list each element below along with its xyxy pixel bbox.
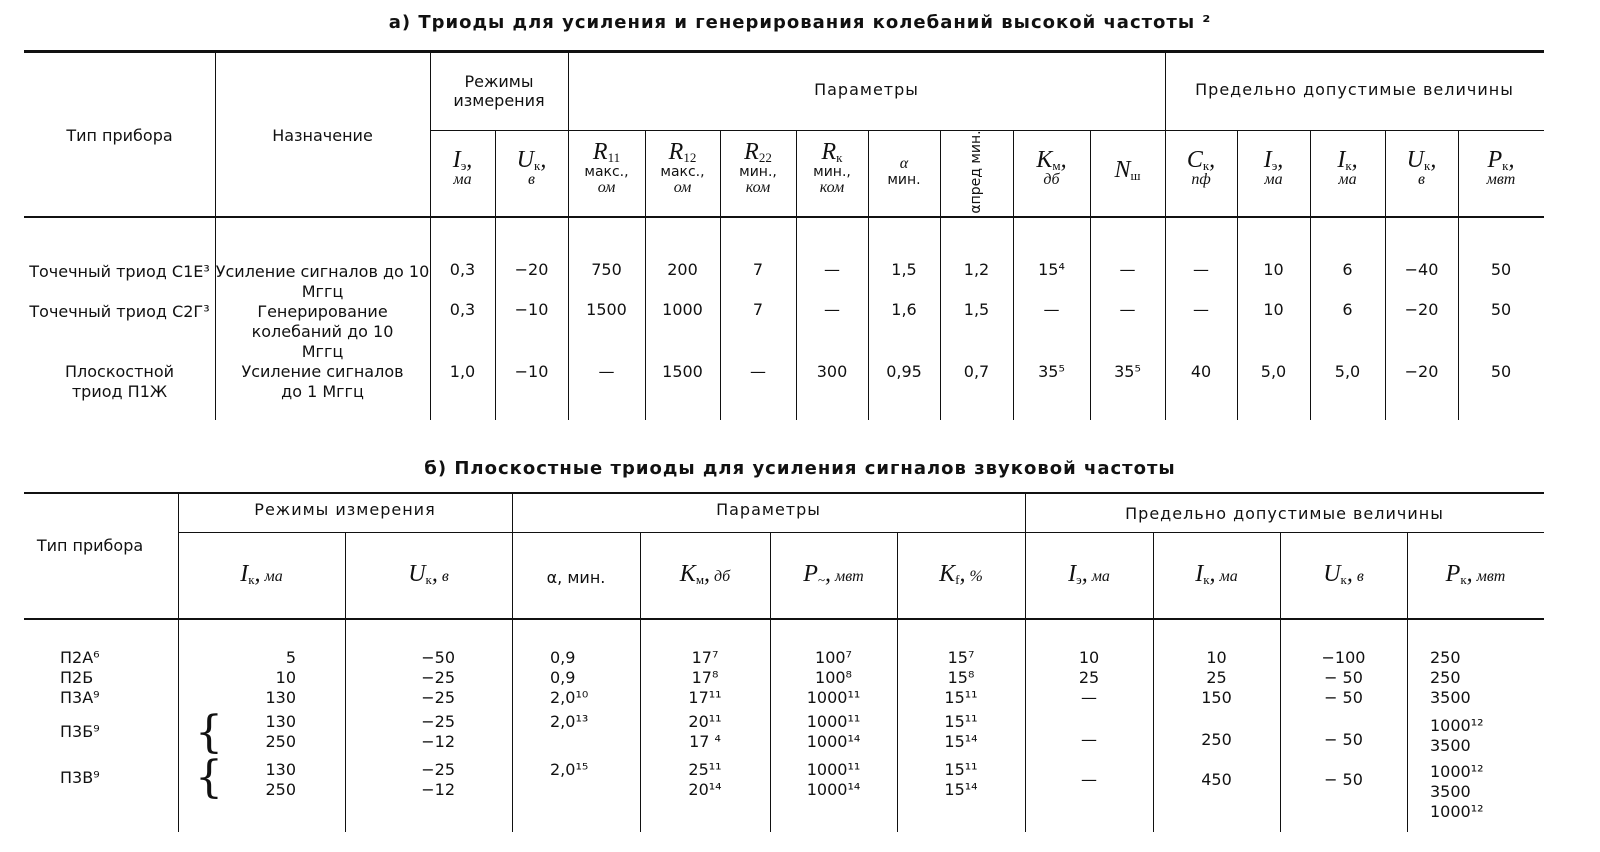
table-b-kf-header: $K_f$, % xyxy=(939,561,983,587)
uk-header: $U_к$, в xyxy=(516,147,547,188)
table-b-cell: 2,0¹⁵ xyxy=(550,760,589,779)
table-a-cell: 10 xyxy=(1263,260,1284,279)
table-b-cell: −100 xyxy=(1321,648,1366,667)
table-a-cell: −40 xyxy=(1404,260,1439,279)
table-a-cell: 6 xyxy=(1342,300,1353,319)
table-b-type: П3Б⁹ xyxy=(60,722,100,741)
table-b-uk-max-header: $U_к$, в xyxy=(1323,561,1364,587)
table-b-cell: 3500 xyxy=(1430,688,1471,707)
table-b-params-header: Параметры xyxy=(716,500,821,519)
rk-header: $R_к$ мин., ком xyxy=(813,139,851,196)
r22-header: $R_{22}$ мин., ком xyxy=(739,139,777,196)
table-a-cell: — xyxy=(824,260,840,279)
table-a-cell: −10 xyxy=(514,300,549,319)
table-a-cell: — xyxy=(1119,300,1136,319)
table-b-cell: 130 xyxy=(265,712,296,731)
table-b-cell: 2,0¹⁰ xyxy=(550,688,589,707)
table-b-cell: 10 xyxy=(1206,648,1227,667)
table-b-cell: 1000¹² xyxy=(1430,762,1484,781)
table-a-cell: 15⁴ xyxy=(1038,260,1065,279)
table-a-cell: 40 xyxy=(1190,362,1212,381)
table-b-cell: — xyxy=(1081,688,1097,707)
table-b-cell: − 50 xyxy=(1324,730,1363,749)
table-b-cell: 5 xyxy=(285,648,296,667)
table-a-cell: — xyxy=(1193,300,1209,319)
table-a-cell: — xyxy=(1043,300,1060,319)
table-b-type: П3А⁹ xyxy=(60,688,100,707)
table-a-row3-type: Плоскостной триод П1Ж xyxy=(64,362,175,401)
alpha-pred-header: αпред мин. xyxy=(968,130,984,214)
table-b-cell: — xyxy=(1081,770,1097,789)
ik-max-header: $I_к$, ма xyxy=(1337,147,1358,188)
table-a-cell: — xyxy=(1119,260,1136,279)
table-b-limits-header: Предельно допустимые величины xyxy=(1125,504,1444,523)
table-a-cell: — xyxy=(750,362,766,381)
table-a-row2-purpose: Генерирование колебаний до 10 Мггц xyxy=(251,302,394,361)
table-b-cell: 100⁷ xyxy=(815,648,852,667)
table-b-cell: 17¹¹ xyxy=(688,688,722,707)
table-a-cell: 0,3 xyxy=(449,300,476,319)
table-a-cell: 7 xyxy=(752,260,764,279)
table-b-ie-max-header: $I_э$, ма xyxy=(1068,561,1110,587)
table-a-header-divider xyxy=(430,130,1544,131)
table-b-modes-header: Режимы измерения xyxy=(254,500,436,519)
table-a-cell: 35⁵ xyxy=(1038,362,1065,381)
table-b-header-divider xyxy=(178,532,1544,533)
table-a-cell: −20 xyxy=(1404,362,1439,381)
table-a-cell: — xyxy=(1193,260,1209,279)
table-a-cell: 1,5 xyxy=(963,300,990,319)
table-b-cell: 17⁸ xyxy=(691,668,719,687)
table-b-cell: 20¹¹ xyxy=(688,712,722,731)
table-b-type-header: Тип прибора xyxy=(36,536,144,555)
brace-icon: { xyxy=(195,752,223,803)
table-a-cell: 300 xyxy=(816,362,848,381)
table-b-cell: 2,0¹³ xyxy=(550,712,589,731)
table-b-cell: 15⁷ xyxy=(947,648,975,667)
table-a-cell: 1500 xyxy=(662,362,703,381)
table-b-cell: 450 xyxy=(1201,770,1232,789)
table-a-cell: — xyxy=(824,300,840,319)
table-b-ik-max-header: $I_к$, ма xyxy=(1195,561,1238,587)
table-a-cell: 5,0 xyxy=(1334,362,1361,381)
table-b-cell: −12 xyxy=(421,780,455,799)
table-b-cell: 3500 xyxy=(1430,736,1471,755)
table-a-cell: 1,0 xyxy=(449,362,476,381)
col-type-header: Тип прибора xyxy=(66,126,173,145)
table-a-cell: 50 xyxy=(1490,300,1512,319)
table-b-cell: −25 xyxy=(421,712,455,731)
table-b-cell: −25 xyxy=(421,668,455,687)
ie-max-header: $I_э$, ма xyxy=(1263,147,1284,188)
table-a-cell: 200 xyxy=(667,260,698,279)
table-b-cell: — xyxy=(1081,730,1097,749)
table-b-header-rule xyxy=(24,618,1544,620)
table-b-cell: 130 xyxy=(265,688,296,707)
table-b-cell: −25 xyxy=(421,760,455,779)
table-b-cell: 250 xyxy=(1430,648,1461,667)
table-b-cell: 15¹¹ xyxy=(944,760,978,779)
table-b-uk-header: $U_к$, в xyxy=(408,561,449,587)
table-b-cell: 10 xyxy=(1078,648,1100,667)
r12-header: $R_{12}$ макс., ом xyxy=(660,139,705,196)
table-b-p-header: $P_\sim$, мвт xyxy=(803,561,864,587)
table-b-cell: −50 xyxy=(421,648,455,667)
table-a-cell: 0,3 xyxy=(449,260,476,279)
table-b-pk-max-header: $P_к$, мвт xyxy=(1445,561,1506,587)
table-b-cell: 1000¹² xyxy=(1430,802,1484,821)
table-a-row1-type: Точечный триод С1Е³ xyxy=(29,262,210,281)
table-a-cell: 7 xyxy=(752,300,764,319)
table-b-cell: −25 xyxy=(421,688,455,707)
table-a-cell: −20 xyxy=(514,260,549,279)
table-b-cell: 1000¹¹ xyxy=(806,760,861,779)
table-b-cell: 250 xyxy=(265,732,296,751)
table-b-cell: 25 xyxy=(1206,668,1227,687)
table-a-cell: 6 xyxy=(1342,260,1353,279)
table-a-cell: −10 xyxy=(514,362,549,381)
table-b-cell: 1000¹⁴ xyxy=(806,732,861,751)
table-b-cell: 25¹¹ xyxy=(688,760,722,779)
r11-header: $R_{11}$ макс., ом xyxy=(584,139,629,196)
table-b-cell: 1000¹¹ xyxy=(806,688,861,707)
table-b-cell: 15¹¹ xyxy=(944,712,978,731)
alpha-header: α мин. xyxy=(887,155,921,188)
table-b-cell: 15¹⁴ xyxy=(944,732,978,751)
table-b-cell: 1000¹⁴ xyxy=(806,780,861,799)
table-b-ik-header: $I_к$, ма xyxy=(240,561,283,587)
table-b-type: П2А⁶ xyxy=(60,648,100,667)
uk-max-header: $U_к$, в xyxy=(1406,147,1437,188)
table-a-cell: 35⁵ xyxy=(1114,362,1141,381)
table-b-km-header: $K_м$, дб xyxy=(679,561,731,587)
col-purpose-header: Назначение xyxy=(272,126,373,145)
table-a-cell: 10 xyxy=(1263,300,1284,319)
table-b-top-rule xyxy=(24,492,1544,494)
table-b-cell: − 50 xyxy=(1324,770,1363,789)
table-a-cell: 5,0 xyxy=(1260,362,1287,381)
table-a-cell: — xyxy=(598,362,615,381)
table-b-cell: 15¹⁴ xyxy=(944,780,978,799)
table-b-alpha-header: α, мин. xyxy=(546,568,606,587)
table-a-cell: 50 xyxy=(1490,260,1512,279)
params-header: Параметры xyxy=(814,80,919,99)
table-b-cell: 150 xyxy=(1201,688,1232,707)
table-a-cell: 1500 xyxy=(586,300,627,319)
table-a-cell: 750 xyxy=(591,260,622,279)
modes-header: Режимы измерения xyxy=(453,72,545,111)
table-b-cell: 3500 xyxy=(1430,782,1471,801)
ie-header: $I_э$, ма xyxy=(452,147,473,188)
table-a-row3-purpose: Усиление сигналов до 1 Мггц xyxy=(241,362,404,401)
table-b-cell: 1000¹¹ xyxy=(806,712,861,731)
table-b-cell: 250 xyxy=(1201,730,1232,749)
table-b-cell: 250 xyxy=(1430,668,1461,687)
table-b-caption: б) Плоскостные триоды для усиления сигналов звуковой частоты xyxy=(424,458,1176,479)
table-b-cell: − 50 xyxy=(1324,688,1363,707)
table-a-header-rule xyxy=(24,216,1544,218)
table-a-cell: 0,95 xyxy=(886,362,922,381)
table-a-row2-type: Точечный триод С2Г³ xyxy=(29,302,210,321)
km-header: $K_м$, дб xyxy=(1036,147,1067,188)
nsh-header: $N_ш$ xyxy=(1114,157,1141,183)
table-b-cell: − 50 xyxy=(1324,668,1363,687)
table-b-cell: −12 xyxy=(421,732,455,751)
ck-header: $C_к$, пф xyxy=(1186,147,1216,188)
table-b-type: П2Б xyxy=(60,668,94,687)
table-a-caption: а) Триоды для усиления и генерирования колебаний высокой частоты ² xyxy=(388,12,1212,33)
table-a-top-rule xyxy=(24,50,1544,53)
table-a-cell: −20 xyxy=(1404,300,1439,319)
table-b-cell: 17⁷ xyxy=(691,648,719,667)
table-a-cell: 50 xyxy=(1490,362,1512,381)
table-b-type: П3В⁹ xyxy=(60,768,100,787)
table-b-cell: 10 xyxy=(275,668,296,687)
table-b-vline xyxy=(512,494,513,832)
pk-max-header: $P_к$, мвт xyxy=(1486,147,1516,188)
table-b-cell: 20¹⁴ xyxy=(688,780,722,799)
table-b-cell: 17 ⁴ xyxy=(689,732,721,751)
brace-icon: { xyxy=(195,707,223,758)
table-b-cell: 0,9 xyxy=(550,668,576,687)
table-b-cell: 100⁸ xyxy=(815,668,852,687)
table-b-cell: 15⁸ xyxy=(947,668,975,687)
limits-header: Предельно допустимые величины xyxy=(1195,80,1514,99)
table-b-cell: 0,9 xyxy=(550,648,576,667)
table-a-row1-purpose: Усиление сигналов до 10 Мггц xyxy=(215,262,430,301)
table-b-cell: 250 xyxy=(265,780,296,799)
table-a-cell: 1,2 xyxy=(963,260,990,279)
table-b-cell: 15¹¹ xyxy=(944,688,978,707)
table-a-cell: 1000 xyxy=(662,300,703,319)
table-a-cell: 1,5 xyxy=(891,260,917,279)
table-a-cell: 0,7 xyxy=(963,362,990,381)
table-a-cell: 1,6 xyxy=(891,300,917,319)
table-b-cell: 130 xyxy=(265,760,296,779)
table-b-cell: 1000¹² xyxy=(1430,716,1484,735)
table-b-cell: 25 xyxy=(1078,668,1100,687)
